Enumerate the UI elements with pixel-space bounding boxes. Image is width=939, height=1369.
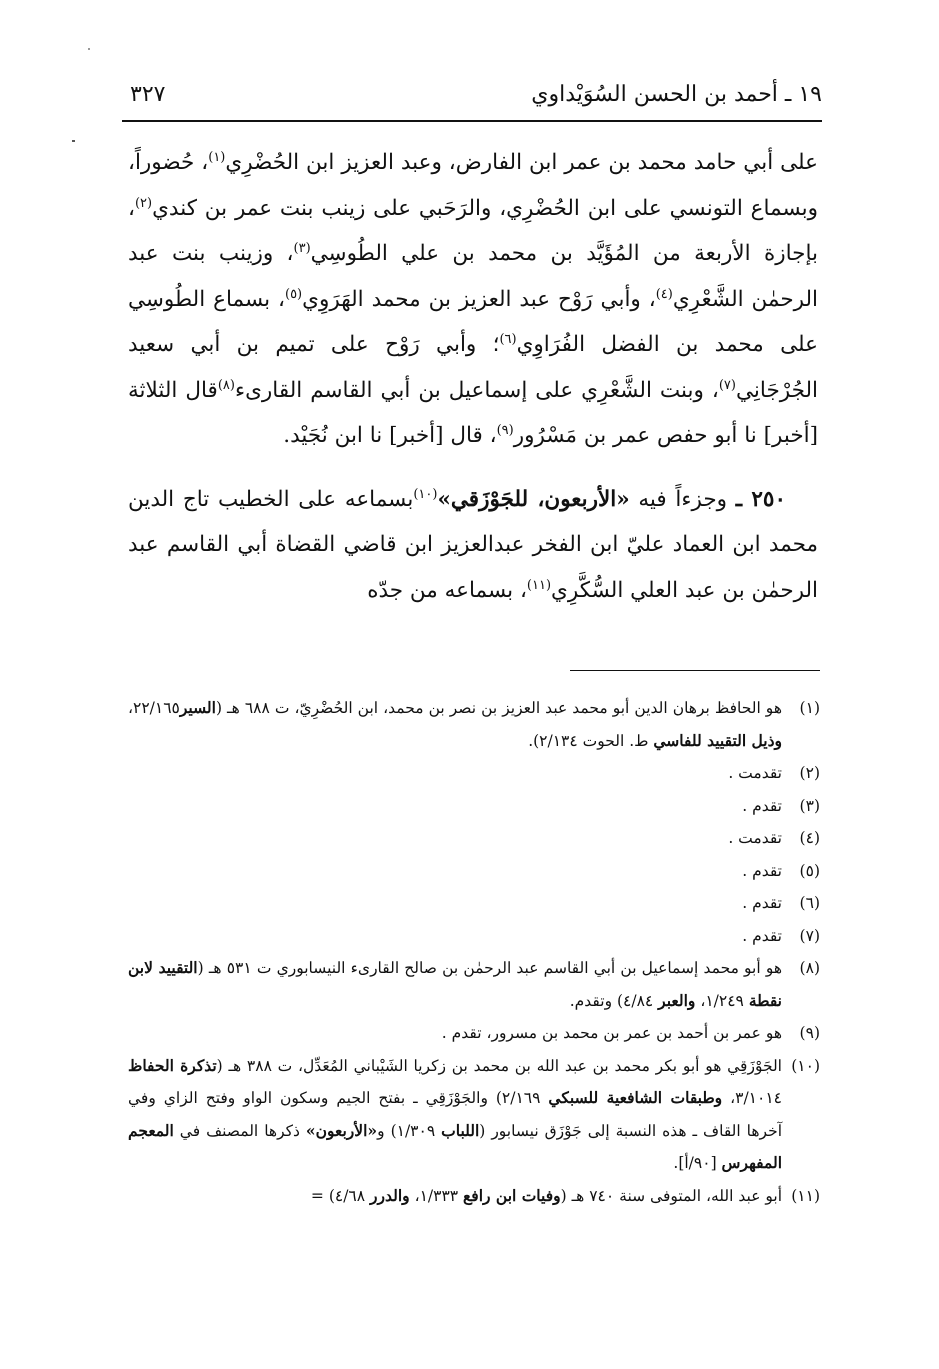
text-run: ، وزينب بنت عبد الرحمٰن الشَّعْرِي [128, 241, 819, 312]
footnote-ref-7: (٧) [718, 377, 736, 393]
footnote-text-run: ٤/٦٨) = [310, 1186, 371, 1205]
footnotes [128, 692, 820, 1212]
footnote-item [128, 790, 820, 823]
footnote-text [128, 822, 782, 855]
footnote-text-run: ٤/٨٤) وتقدم. [569, 991, 659, 1010]
footnote-number: (٥) [799, 861, 820, 880]
footnote-text-run: ٢/١٦٩) والجَوْزَقِي ـ بفتح الجيم وسكون الواو وفتح الزاي وفي آخرها القاف ـ هذه النسبة إلى جَوْزَق نيسابور ( [128, 1089, 783, 1140]
footnote-number: (١) [799, 699, 820, 717]
footnote-ref-10: (١٠) [413, 486, 438, 502]
footnote-item [128, 855, 820, 888]
footnote-number: (٩) [799, 1024, 820, 1042]
footnote-text-run: هو أبو محمد إسماعيل بن أبي القاسم عبد الرحمٰن بن صالح القارىء النيسابوري ت ٥٣١ هـ ( [197, 959, 782, 977]
text-run: ، قال [أخبر] نا ابن نُجَيْد. [283, 423, 497, 448]
text-run: وجزءاً فيه [638, 486, 728, 512]
footnote-item [128, 692, 820, 757]
footnote-number: (٦) [799, 894, 820, 912]
footnote-source-title: المعجم المفهرس [128, 1120, 782, 1172]
footnote-text-run: أبو عبد الله، المتوفى سنة ٧٤٠ هـ ( [560, 1186, 782, 1205]
footnote-text [128, 1180, 782, 1213]
footnote-ref-4: (٤) [655, 286, 673, 302]
text-run: ؛ وأبي رَوْح على تميم بن أبي سعيد الجُرْجَانِي [128, 332, 818, 403]
footnote-ref-6: (٦) [499, 331, 517, 347]
header-divider [122, 120, 822, 122]
footnote-number: (١١) [791, 1186, 820, 1205]
footnote-source-title: التقييد لابن نقطة [128, 958, 782, 1010]
footnote-source-title: السير [179, 698, 216, 717]
entry-number: ٢٥٠ ـ [735, 486, 786, 512]
footnote-text-run: هو الحافظ برهان الدين أبو محمد عبد العزيز بن نصر بن محمد، ابن الحُضْرِيّ، ت ٦٨٨ هـ ( [215, 699, 782, 717]
footnote-text-run: تقدمت . [728, 829, 782, 847]
footnote-source-title: تذكرة الحفاظ [128, 1055, 217, 1075]
running-header [122, 78, 822, 118]
footnote-text-run: تقدمت . [728, 764, 782, 782]
footnote-text [128, 692, 782, 757]
footnote-item [128, 952, 820, 1017]
footnote-text-run: [٩٠/أ]. [673, 1154, 722, 1172]
footnote-item [128, 757, 820, 790]
footnote-divider [570, 670, 820, 671]
paragraph-1 [128, 140, 818, 459]
footnote-text [128, 1050, 782, 1180]
footnote-item [128, 1180, 820, 1213]
footnote-text-run: هو عمر بن أحمد بن عمر بن محمد بن مسرور، تقدم . [441, 1024, 782, 1042]
footnote-ref-2: (٢) [134, 195, 153, 211]
footnote-item [128, 1017, 820, 1050]
footnote-text-run: ٢٢/١٦٥، [128, 699, 180, 717]
footnote-ref-5: (٥) [284, 286, 303, 302]
footnote-text [128, 952, 782, 1017]
footnote-item [128, 887, 820, 920]
text-run: على أبي حامد محمد بن عمر ابن الفارض، وعبد العزيز ابن الحُضْرِي [225, 150, 818, 175]
main-text [128, 140, 818, 613]
text-run: قال الثلاثة [أخبر] نا أبو حفص عمر بن مَسْرُور [128, 377, 818, 448]
footnote-text-run: ط. الحوت ٢/١٣٤). [528, 731, 654, 750]
footnote-source-title: والدرر [370, 1185, 410, 1205]
scan-speck [72, 140, 75, 142]
book-title: «الأربعون، للجَوْزَقي» [437, 486, 630, 512]
footnote-item [128, 920, 820, 953]
footnote-source-title: اللباب [441, 1120, 480, 1140]
footnote-source-title: والعبر [658, 990, 696, 1010]
footnote-text-run: الجَوْزَقِي هو أبو بكر محمد بن عبد الله بن محمد بن زكريا الشَيْباني المُعَدِّل، ت ٣٨٨ هـ ( [216, 1056, 782, 1075]
footnote-number: (٣) [799, 796, 820, 815]
footnote-source-title: وطبقات الشافعية للسبكي [548, 1088, 723, 1107]
footnote-text-run: ١/٢٤٩، [695, 991, 749, 1010]
footnote-text [128, 757, 782, 790]
chapter-title: ١٩ ـ أحمد بن الحسن السُوَيْداوي [531, 82, 822, 107]
text-run: ، حُضوراً، وبسماع التونسي على ابن الحُضْرِي، والرَحَبي على زينب بنت عمر بن كندي [128, 150, 818, 221]
footnote-text-run: ١/٣٠٩) و [377, 1121, 442, 1140]
footnote-text [128, 1017, 782, 1050]
footnote-ref-9: (٩) [496, 422, 514, 438]
footnote-text-run: تقدم . [742, 796, 782, 815]
footnote-text-run: تقدم . [742, 926, 782, 945]
footnote-ref-8: (٨) [217, 377, 235, 393]
text-run: ، بسماعه من جدّه [367, 577, 527, 603]
footnote-text-run: تقدم . [742, 861, 782, 880]
text-run: ، بسماع الطُوسِي على محمد بن الفضل الفُرَاوِي [128, 286, 818, 357]
footnote-item [128, 1050, 820, 1180]
footnote-source-title: وذيل التقييد للفاسي [653, 730, 782, 750]
footnote-text-run: ٣/١٠١٤، [722, 1089, 782, 1107]
footnote-ref-3: (٣) [293, 240, 311, 256]
footnote-source-title: «الأربعون» [305, 1120, 378, 1140]
footnote-text-run: ١/٣٣٣، [409, 1186, 464, 1205]
footnote-source-title: وفيات ابن رافع [463, 1185, 561, 1205]
text-run: ، وبنت الشَّعْرِي على إسماعيل بن أبي القاسم القارىء [234, 377, 719, 403]
footnote-text-run: تقدم . [742, 894, 782, 912]
page-number: ٣٢٧ [130, 82, 166, 107]
footnote-number: (٧) [799, 926, 820, 945]
text-run: ، وأبي رَوْح عبد العزيز بن محمد الهَرَوِي [302, 286, 656, 312]
footnote-text [128, 855, 782, 888]
footnote-number: (١٠) [791, 1056, 820, 1075]
footnote-ref-11: (١١) [526, 577, 552, 593]
footnote-text [128, 887, 782, 920]
footnote-text-run: ذكرها المصنف في [173, 1121, 306, 1140]
footnote-item [128, 822, 820, 855]
text-run: بسماعه على الخطيب تاج الدين محمد ابن العماد عليّ ابن الفخر عبدالعزيز ابن قاضي القضاة أبي القاسم عبد الرحمٰن بن عبد العلي السُّكَّرِي [128, 486, 818, 603]
footnote-text [128, 790, 782, 823]
footnote-number: (٤) [799, 829, 820, 847]
scan-speck [88, 48, 90, 50]
footnote-ref-1: (١) [208, 149, 226, 165]
footnote-number: (٢) [799, 764, 820, 782]
footnote-number: (٨) [799, 959, 820, 977]
text-run: ، بإجازة الأربعة من المُؤَيَّد بن محمد بن علي الطُوسِي [128, 195, 818, 266]
footnote-text [128, 920, 782, 953]
paragraph-2 [128, 477, 818, 614]
